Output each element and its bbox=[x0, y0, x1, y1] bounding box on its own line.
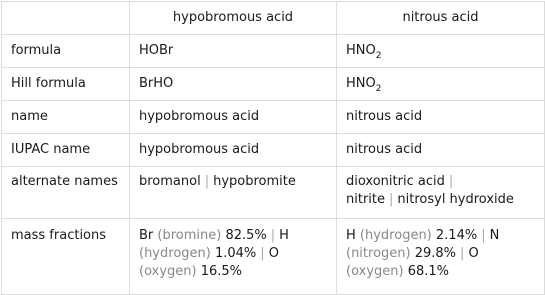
table-row-formula bbox=[2, 35, 545, 68]
element-name: (hydrogen) bbox=[139, 246, 211, 261]
row-label-name: name bbox=[2, 101, 130, 134]
alternate-name: nitrite bbox=[346, 192, 385, 207]
element-symbol: O bbox=[468, 246, 479, 261]
separator: | bbox=[481, 228, 486, 243]
name-nitrous-acid: nitrous acid bbox=[337, 101, 545, 134]
element-name: (oxygen) bbox=[346, 264, 404, 279]
mass-value: 82.5% bbox=[225, 228, 267, 243]
table-row-mass-fractions bbox=[2, 219, 545, 295]
row-label-formula: formula bbox=[2, 35, 130, 68]
header-nitrous-acid: nitrous acid bbox=[337, 2, 545, 35]
header-hypobromous-acid: hypobromous acid bbox=[130, 2, 337, 35]
mass-value: 68.1% bbox=[407, 264, 450, 279]
mass-value: 1.04% bbox=[214, 246, 257, 261]
formula-text: HOBr bbox=[139, 43, 174, 58]
separator: | bbox=[389, 192, 394, 207]
element-symbol: N bbox=[489, 228, 500, 243]
separator: | bbox=[204, 174, 210, 189]
iupac-name-nitrous-acid: nitrous acid bbox=[337, 134, 545, 167]
element-name: (nitrogen) bbox=[346, 246, 411, 261]
row-label-mass-fractions: mass fractions bbox=[2, 219, 130, 295]
header-empty-cell bbox=[2, 2, 130, 35]
separator: | bbox=[260, 246, 265, 261]
table-row-iupac-name bbox=[2, 134, 545, 167]
element-symbol: H bbox=[279, 228, 289, 243]
element-symbol: Br bbox=[139, 228, 154, 243]
element-symbol: O bbox=[268, 246, 279, 261]
formula-nitrous-acid bbox=[337, 35, 545, 68]
hill-formula-nitrous-acid bbox=[337, 68, 545, 101]
element-name: (bromine) bbox=[157, 228, 222, 243]
alternate-name: nitrosyl hydroxide bbox=[397, 192, 514, 207]
formula-text: HNO bbox=[346, 43, 376, 58]
hill-formula-text: BrHO bbox=[139, 76, 174, 91]
comparison-table bbox=[1, 1, 545, 295]
element-symbol: H bbox=[346, 228, 356, 243]
formula-hypobromous-acid bbox=[130, 35, 337, 68]
alternate-name: dioxonitric acid bbox=[346, 174, 445, 189]
element-name: (hydrogen) bbox=[359, 228, 432, 243]
element-name: (oxygen) bbox=[139, 264, 197, 279]
separator: | bbox=[448, 174, 454, 189]
row-label-hill-formula: Hill formula bbox=[2, 68, 130, 101]
table-row-hill-formula bbox=[2, 68, 545, 101]
alternate-name: hypobromite bbox=[213, 174, 296, 189]
mass-value: 29.8% bbox=[414, 246, 457, 261]
mass-value: 2.14% bbox=[435, 228, 478, 243]
separator: | bbox=[460, 246, 465, 261]
alternate-names-nitrous-acid bbox=[337, 167, 545, 219]
iupac-name-hypobromous-acid: hypobromous acid bbox=[130, 134, 337, 167]
alternate-names-hypobromous-acid bbox=[130, 167, 337, 219]
mass-fractions-nitrous-acid bbox=[337, 219, 545, 295]
alternate-name: bromanol bbox=[139, 174, 201, 189]
separator: | bbox=[270, 228, 276, 243]
row-label-iupac-name: IUPAC name bbox=[2, 134, 130, 167]
mass-value: 16.5% bbox=[200, 264, 243, 279]
hill-formula-subscript: 2 bbox=[375, 84, 382, 94]
table-row-name bbox=[2, 101, 545, 134]
formula-subscript: 2 bbox=[375, 51, 382, 61]
name-hypobromous-acid: hypobromous acid bbox=[130, 101, 337, 134]
row-label-alternate-names: alternate names bbox=[2, 167, 130, 219]
hill-formula-text: HNO bbox=[346, 76, 376, 91]
table-row-alternate-names bbox=[2, 167, 545, 219]
header-row bbox=[2, 2, 545, 35]
mass-fractions-hypobromous-acid bbox=[130, 219, 337, 295]
hill-formula-hypobromous-acid bbox=[130, 68, 337, 101]
